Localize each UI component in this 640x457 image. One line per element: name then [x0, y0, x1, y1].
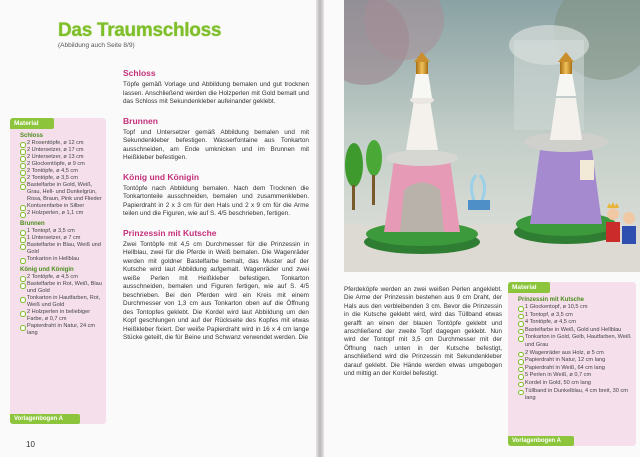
material-sections	[10, 133, 106, 337]
material-section-title: König und Königin	[20, 267, 74, 273]
material-item: Bastelfarbe in Weiß, Gold und Hellblau	[518, 327, 636, 335]
material-item: 1 Tontopf, ø 3,5 cm	[518, 312, 636, 320]
section-paragraph: Zwei Tontöpfe mit 4,5 cm Durchmesser für die Prinzessin in Hellblau, zwei für die Pferde in Weiß bemalen. Die Wagenräder werden mit goldner Bastelfarbe bemalt, das Muster auf der Kutsche wird laut Abbildung aufgemalt. Wagenräder und zwei weiße Perlen mit Heißkleber befestigen. Tonkarton ausschneiden, bemalen und Figuren fertigen, wie auf S. 4/5 beschrieben. Bei den Pferden wird ein Kreis mit einem Durchmesser von 1,3 cm aus Tonkarton oben auf die Öffnung des Tontopfes geklebt. Die Kordel wird laut Abbildung um den Kopf geschlungen und auf der Rückseite des Kopfes mit etwas Heißkleber fixiert. Der weiße Papierdraht wird in 16 x 4 cm lange Stücke geteilt, die für Beine und Schwanz verwendet werden. Die	[123, 240, 309, 341]
material-item: 5 Perlen in Weiß, ø 0,7 cm	[518, 372, 636, 380]
material-item: Bastelfarbe in Rot, Weiß, Blau und Gold	[20, 281, 106, 295]
material-item: Bastelfarbe in Blau, Weiß und Gold	[20, 242, 106, 256]
material-heading-right: Material	[508, 282, 550, 293]
material-box-left	[10, 118, 106, 424]
continued-paragraph: Pferdeköpfe werden an zwei weißen Perlen angeklebt. Die Arme der Prinzessin bestehen aus 9 cm Draht, der Hals aus den verbleibenden 3 cm. Bevor die Prinzessin in die Kutsche geklebt wird, wird das Tüllband etwas gerafft an einen der blauen Tontöpfe geklebt und anschließend der zweite Topf dagegen geklebt. Nun wird der Tontopf mit 3,5 cm Durchmesser mit der Öffnung nach unten in der Kutsche befestigt, anschließend wird die Prinzessin mit Sekundenkleber darauf geklebt. Die Hände werden etwas umgebogen und mittig an der Kordel befestigt.	[344, 286, 502, 378]
page-subtitle: (Abbildung auch Seite 8/9)	[58, 42, 135, 49]
material-item: Bastelfarbe in Gold, Weiß, Grau, Hell- und Dunkelgrün, Rosa, Braun, Pink und Flieder	[20, 182, 106, 203]
material-item: 2 Untersetzer, ø 13 cm	[20, 154, 106, 161]
material-list	[10, 274, 106, 337]
material-item: 2 Holzperlen in beliebiger Farbe, ø 0,7 cm	[20, 309, 106, 323]
material-box-right	[508, 282, 636, 446]
instructions-column	[123, 68, 309, 352]
material-item: Tonkarton in Hellblau	[20, 256, 106, 263]
template-sheet-label: Vorlagenbogen A	[10, 414, 80, 424]
material-list	[10, 228, 106, 263]
material-item: Tonkarton in Gold, Gelb, Hautfarben, Weiß und Grau	[518, 334, 636, 349]
material-item: 2 Tontöpfe, ø 4,5 cm	[20, 168, 106, 175]
section-heading: Brunnen	[123, 115, 158, 126]
page-title: Das Traumschloss	[58, 20, 222, 41]
section-paragraph: Töpfe gemäß Vorlage und Abbildung bemalen und gut trocknen lassen. Anschließend werden die Holzperlen mit Gold bemalt und das Schloss mit Sekundenkleber aufeinander geklebt.	[123, 81, 309, 105]
material-item: 1 Tontopf, ø 3,5 cm	[20, 228, 106, 235]
material-item: 2 Tontöpfe, ø 4,5 cm	[20, 274, 106, 281]
book-gutter	[316, 0, 324, 457]
material-item: Papierdraht in Weiß, 64 cm lang	[518, 365, 636, 373]
template-sheet-label-right: Vorlagenbogen A	[508, 436, 574, 446]
material-section-title: Brunnen	[20, 221, 45, 227]
material-list-right	[508, 304, 636, 403]
material-item: 2 Rosentöpfe, ø 12 cm	[20, 140, 106, 147]
section-heading: Prinzessin mit Kutsche	[123, 227, 217, 238]
material-item: 2 Holzperlen, ø 1,1 cm	[20, 210, 106, 217]
material-item: Tonkarton in Hautfarben, Rot, Weiß und Gold	[20, 295, 106, 309]
section-paragraph: Tontöpfe nach Abbildung bemalen. Nach dem Trocknen die Tonkartonteile ausschneiden, bemalen und zusammenkleben. Papierdraht in 2 x 3 cm für den Hals und 2 x 9 cm für die Arme teilen und die Figuren, wie auf S. 4/5 beschrieben, fertigen.	[123, 184, 309, 217]
material-item: Tüllband in Dunkelblau, 4 cm breit, 30 cm lang	[518, 388, 636, 403]
material-item: Papierdraht in Natur, 24 cm lang	[20, 323, 106, 337]
material-item: 1 Glockentopf, ø 10,5 cm	[518, 304, 636, 312]
page-number: 10	[26, 440, 35, 449]
material-item: 2 Untersetzer, ø 17 cm	[20, 147, 106, 154]
material-item: Papierdraht in Natur, 12 cm lang	[518, 357, 636, 365]
material-item: 1 Untersetzer, ø 7 cm	[20, 235, 106, 242]
material-item: 2 Wagenräder aus Holz, ø 5 cm	[518, 350, 636, 358]
material-item: Konturenfarbe in Silber	[20, 203, 106, 210]
material-section-title: Schloss	[20, 133, 44, 139]
material-heading: Material	[10, 118, 54, 129]
material-item: Kordel in Gold, 50 cm lang	[518, 380, 636, 388]
section-paragraph: Topf und Untersetzer gemäß Abbildung bemalen und mit Sekundenkleber befestigen. Wasserfontaine aus Tonkarton ausschneiden, am Ende umknicken und im Brunnen mit Heißkleber befestigen.	[123, 128, 309, 161]
material-item: 2 Tontöpfe, ø 3,5 cm	[20, 175, 106, 182]
material-item: 2 Glockentöpfe, ø 9 cm	[20, 161, 106, 168]
castle-photo-illustration	[344, 0, 640, 272]
material-section-title: Prinzessin mit Kutsche	[518, 297, 585, 303]
section-heading: König und Königin	[123, 171, 200, 182]
continued-text-column	[344, 286, 502, 387]
material-item: 4 Tontöpfe, ø 4,5 cm	[518, 319, 636, 327]
castle-photo	[344, 0, 640, 272]
material-list	[10, 140, 106, 217]
section-heading: Schloss	[123, 68, 156, 78]
